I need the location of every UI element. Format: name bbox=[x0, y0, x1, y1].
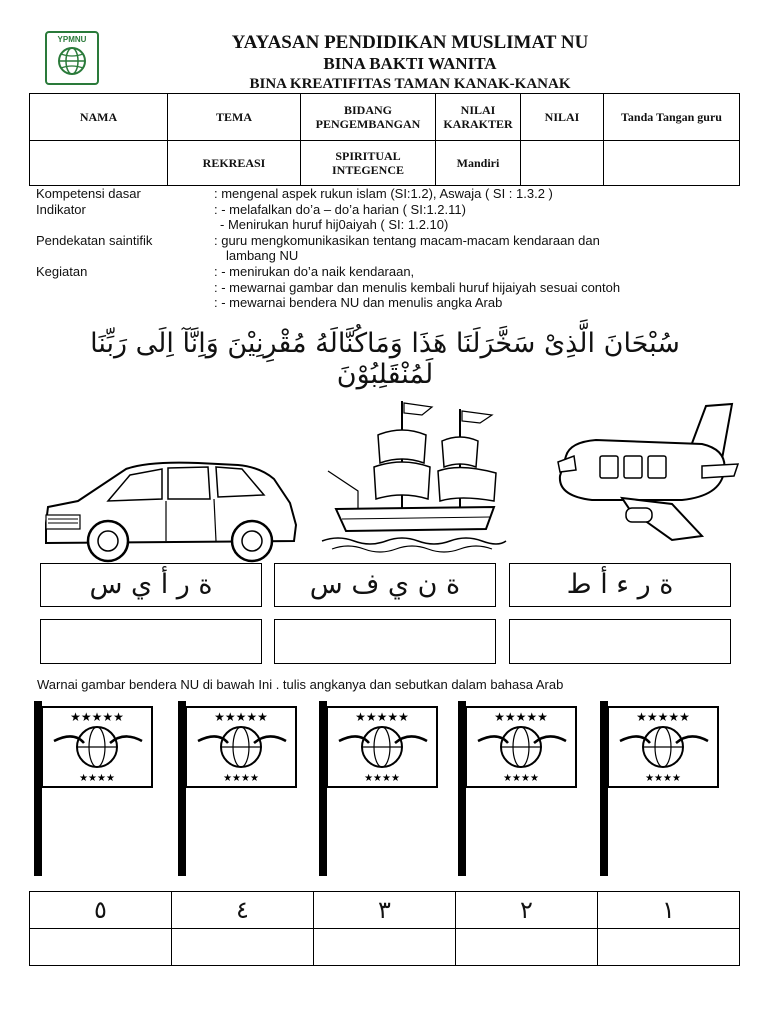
svg-text:★★★★: ★★★★ bbox=[503, 773, 539, 784]
svg-text:★★★★★: ★★★★★ bbox=[214, 710, 268, 724]
lesson-info bbox=[36, 186, 746, 311]
number-cell-2: ٢ bbox=[456, 892, 598, 929]
table-header-row bbox=[30, 94, 740, 141]
ypmnu-logo bbox=[45, 31, 99, 85]
travel-prayer-verse: سُبْحَانَ الَّذِىْ سَخَّرَلَنَا هَذَا وَمَاكُنَّالَهُ مُقْرِنِيْنَ وَاِنَّآ اِلَى رَبِّنَا لَمُنْقَلِبُوْنَ bbox=[90, 328, 680, 390]
svg-text:★★★★★: ★★★★★ bbox=[70, 710, 124, 724]
kegiatan-label: Kegiatan bbox=[36, 263, 88, 279]
svg-text:★★★★★: ★★★★★ bbox=[494, 710, 548, 724]
kd-label: Kompetensi dasar bbox=[36, 186, 141, 201]
header-nilai-karakter: NILAI KARAKTER bbox=[436, 94, 521, 141]
letters-box-plane: ة ر ء أ ط bbox=[509, 563, 731, 607]
ship-illustration bbox=[318, 395, 510, 555]
nu-flag-2[interactable] bbox=[178, 701, 318, 876]
nu-flag-3[interactable] bbox=[319, 701, 459, 876]
answer-box-plane[interactable] bbox=[509, 619, 731, 664]
letters-box-ship: ة ن ي ف س bbox=[274, 563, 496, 607]
header-nama: NAMA bbox=[30, 94, 168, 141]
kd-value: : mengenal aspek rukun islam (SI:1.2), Aswaja ( SI : 1.3.2 ) bbox=[214, 186, 553, 201]
kegiatan-value-1: : - menirukan do’a naik kendaraan, bbox=[214, 263, 415, 279]
kegiatan-value-2: : - mewarnai gambar dan menulis kembali huruf hijaiyah sesuai contoh bbox=[214, 279, 621, 295]
cell-bidang: SPIRITUAL INTEGENCE bbox=[301, 141, 436, 186]
nu-flag-1[interactable] bbox=[34, 701, 174, 876]
globe-emblem-icon bbox=[56, 44, 88, 78]
answer-cell-2[interactable] bbox=[456, 929, 598, 966]
svg-text:★★★★: ★★★★ bbox=[645, 773, 681, 784]
cell-nilai[interactable] bbox=[521, 141, 604, 186]
answer-cell-1[interactable] bbox=[598, 929, 740, 966]
header-tema: TEMA bbox=[168, 94, 301, 141]
airplane-illustration bbox=[552, 400, 740, 550]
nu-flag-5[interactable] bbox=[600, 701, 740, 876]
pendekatan-value-2: lambang NU bbox=[226, 248, 299, 264]
indikator-value-1: : - melafalkan do’a – do’a harian ( SI:1.2.11) bbox=[214, 201, 466, 217]
number-cell-4: ٤ bbox=[172, 892, 314, 929]
assessment-table bbox=[29, 93, 740, 186]
number-cell-1: ١ bbox=[598, 892, 740, 929]
number-cell-3: ٣ bbox=[314, 892, 456, 929]
pendekatan-value-1: : guru mengkomunikasikan tentang macam-macam kendaraan dan bbox=[214, 232, 600, 248]
cell-tanda-tangan[interactable] bbox=[604, 141, 740, 186]
answer-box-ship[interactable] bbox=[274, 619, 496, 664]
pendekatan-label: Pendekatan saintifik bbox=[36, 232, 153, 248]
svg-text:★★★★: ★★★★ bbox=[79, 773, 115, 784]
answer-row bbox=[30, 929, 740, 966]
answer-cell-3[interactable] bbox=[314, 929, 456, 966]
header-nilai: NILAI bbox=[521, 94, 604, 141]
table-data-row bbox=[30, 141, 740, 186]
foundation-title: YAYASAN PENDIDIKAN MUSLIMAT NU bbox=[231, 32, 589, 53]
kegiatan-value-3: : - mewarnai bendera NU dan menulis angka Arab bbox=[214, 295, 503, 311]
svg-text:★★★★: ★★★★ bbox=[223, 773, 259, 784]
institution-title: BINA BAKTI WANITA bbox=[323, 54, 497, 73]
indikator-value-2: - Menirukan huruf hij0aiyah ( SI: 1.2.10) bbox=[220, 217, 449, 233]
letters-box-car: ة ر أ ي س bbox=[40, 563, 262, 607]
kindergarten-title: BINA KREATIFITAS TAMAN KANAK-KANAK bbox=[249, 76, 571, 92]
answer-box-car[interactable] bbox=[40, 619, 262, 664]
cell-nama[interactable] bbox=[30, 141, 168, 186]
number-cell-5: ٥ bbox=[30, 892, 172, 929]
arabic-numbers-table bbox=[29, 891, 740, 966]
indikator-label: Indikator bbox=[36, 201, 86, 217]
svg-text:★★★★★: ★★★★★ bbox=[636, 710, 690, 724]
logo-text: YPMNU bbox=[57, 35, 87, 44]
svg-text:★★★★: ★★★★ bbox=[364, 773, 400, 784]
header-bidang: BIDANG PENGEMBANGAN bbox=[301, 94, 436, 141]
answer-cell-5[interactable] bbox=[30, 929, 172, 966]
cell-nilai-karakter: Mandiri bbox=[436, 141, 521, 186]
svg-text:★★★★★: ★★★★★ bbox=[355, 710, 409, 724]
flag-instruction: Warnai gambar bendera NU di bawah Ini . tulis angkanya dan sebutkan dalam bahasa Arab bbox=[37, 677, 564, 692]
header-tanda-tangan: Tanda Tangan guru bbox=[604, 94, 740, 141]
nu-flag-4[interactable] bbox=[458, 701, 598, 876]
car-illustration bbox=[38, 455, 300, 565]
cell-tema: REKREASI bbox=[168, 141, 301, 186]
answer-cell-4[interactable] bbox=[172, 929, 314, 966]
numbers-row bbox=[30, 892, 740, 929]
